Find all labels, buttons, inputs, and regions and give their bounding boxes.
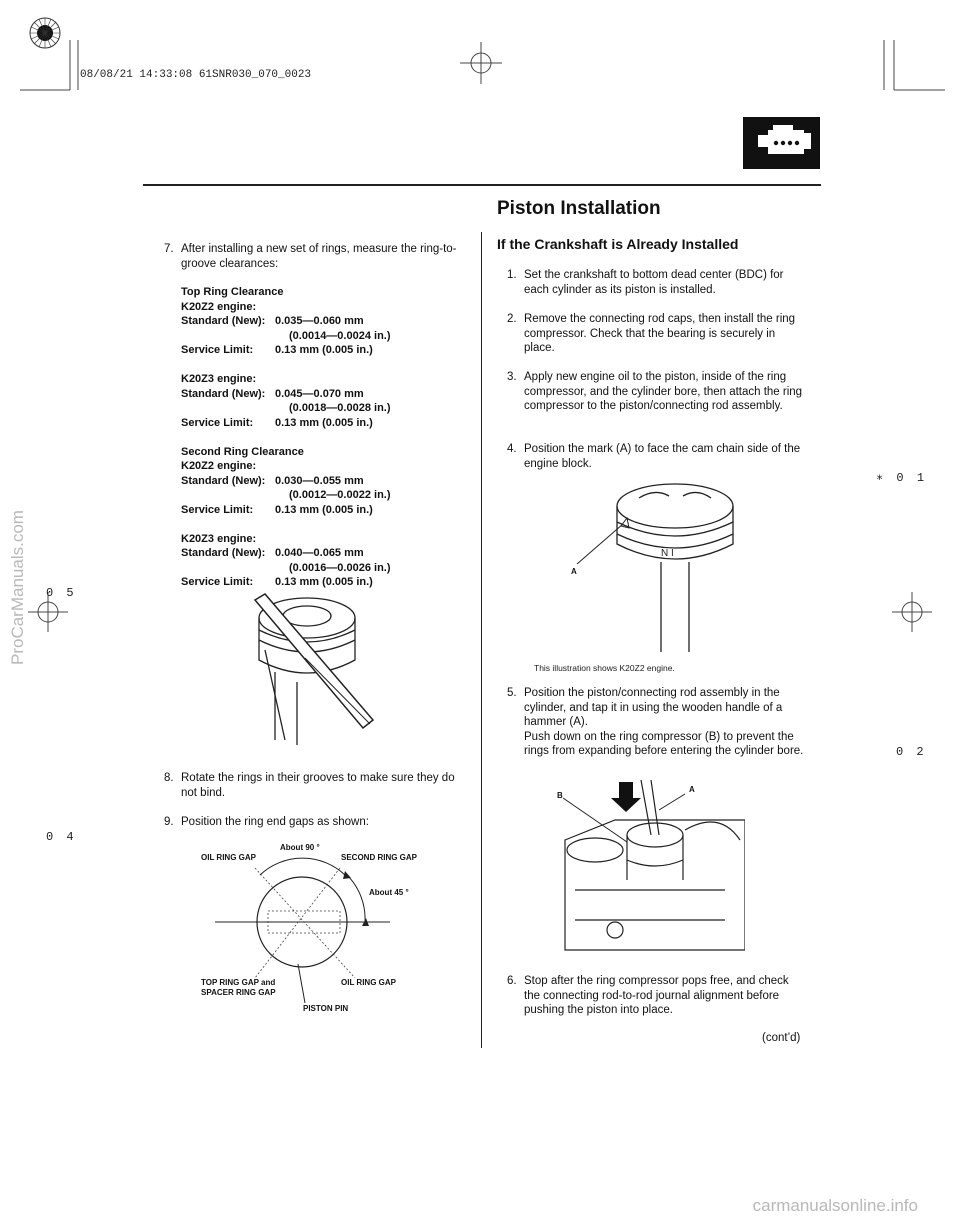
piston-illustration bbox=[565, 476, 755, 656]
label-oil-ring-gap-bottom: OIL RING GAP bbox=[341, 978, 396, 987]
step-text: Remove the connecting rod caps, then install the ring compressor. Check that the bearing is securely in place. bbox=[524, 313, 796, 354]
spec-heading: Top Ring Clearance bbox=[181, 286, 284, 298]
label-top-ring-gap: TOP RING GAP and bbox=[201, 978, 276, 987]
step-text: After installing a new set of rings, measure the ring-to-groove clearances: bbox=[181, 243, 457, 270]
spec-value: (0.0016—0.0026 in.) bbox=[289, 561, 391, 574]
spec-engine: K20Z2 engine: bbox=[181, 300, 257, 313]
step-text: Position the mark (A) to face the cam chain side of the engine block. bbox=[524, 443, 801, 470]
spec-heading: Second Ring Clearance bbox=[181, 445, 304, 458]
spec-value: (0.0014—0.0024 in.) bbox=[289, 329, 391, 342]
column-divider bbox=[481, 232, 482, 1048]
step-number: 2. bbox=[507, 313, 517, 325]
svg-text:N I: N I bbox=[661, 548, 674, 559]
step-7 bbox=[164, 242, 464, 271]
feeler-gauge-illustration bbox=[245, 590, 380, 750]
step-9 bbox=[164, 815, 464, 830]
margin-mark-05: 0 5 bbox=[46, 586, 77, 600]
spec-label: Service Limit: bbox=[181, 416, 254, 429]
step-5 bbox=[507, 686, 807, 759]
label-second-ring-gap: SECOND RING GAP bbox=[341, 853, 418, 862]
section-subtitle: If the Crankshaft is Already Installed bbox=[497, 236, 739, 252]
header-rule bbox=[143, 184, 821, 186]
label-about-90: About 90 ° bbox=[280, 843, 320, 852]
print-stamp: 08/08/21 14:33:08 61SNR030_070_0023 bbox=[80, 69, 312, 81]
spec-label: Standard (New): bbox=[181, 474, 266, 487]
spec-value: 0.13 mm (0.005 in.) bbox=[275, 416, 373, 429]
step-number: 6. bbox=[507, 975, 517, 987]
step-6 bbox=[507, 974, 807, 1018]
spec-value: 0.13 mm (0.005 in.) bbox=[275, 344, 373, 356]
step-3 bbox=[507, 370, 807, 414]
engine-icon bbox=[743, 117, 820, 169]
margin-mark-04: 0 4 bbox=[46, 830, 77, 844]
spec-label: Service Limit: bbox=[181, 503, 254, 516]
spec-value: 0.045—0.070 mm bbox=[275, 387, 364, 400]
page-title: Piston Installation bbox=[497, 198, 661, 219]
step-text: Set the crankshaft to bottom dead center (BDC) for each cylinder as its piston is installed. bbox=[524, 269, 784, 296]
ring-clearance-specs bbox=[181, 285, 481, 590]
spec-value: 0.13 mm (0.005 in.) bbox=[275, 503, 373, 516]
spec-engine: K20Z3 engine: bbox=[181, 373, 257, 385]
step-number: 3. bbox=[507, 371, 517, 383]
step-1 bbox=[507, 268, 807, 297]
step-text-continued: Push down on the ring compressor (B) to prevent the rings from expanding before entering the cylinder bore. bbox=[524, 730, 804, 757]
label-spacer-ring-gap: SPACER RING GAP bbox=[201, 988, 276, 997]
spec-value: (0.0018—0.0028 in.) bbox=[289, 402, 391, 414]
spec-value: 0.030—0.055 mm bbox=[275, 474, 364, 487]
compressor-label-b: B bbox=[557, 791, 563, 800]
piston-mark-label-a: A bbox=[571, 567, 577, 576]
spec-value: 0.13 mm (0.005 in.) bbox=[275, 576, 373, 588]
ring-compressor-illustration bbox=[555, 780, 745, 960]
step-number: 7. bbox=[164, 243, 174, 255]
step-2 bbox=[507, 312, 807, 356]
label-oil-ring-gap-top: OIL RING GAP bbox=[201, 853, 256, 862]
label-piston-pin: PISTON PIN bbox=[303, 1004, 349, 1013]
spec-engine: K20Z2 engine: bbox=[181, 460, 257, 472]
step-number: 5. bbox=[507, 687, 517, 699]
step-8 bbox=[164, 771, 464, 800]
hammer-label-a: A bbox=[689, 785, 695, 794]
step-4 bbox=[507, 442, 807, 471]
step-text: Apply new engine oil to the piston, inside of the ring compressor, and the cylinder bore, then attach the ring compressor to the piston/connecting rod assembly. bbox=[524, 371, 803, 412]
margin-mark-02: 0 2 bbox=[896, 745, 927, 759]
margin-mark-01: ∗ 0 1 bbox=[876, 471, 928, 485]
label-about-45: About 45 ° bbox=[369, 888, 409, 897]
step-number: 8. bbox=[164, 772, 174, 784]
spec-label: Service Limit: bbox=[181, 344, 254, 356]
ring-gap-diagram bbox=[185, 838, 435, 1018]
spec-value: 0.040—0.065 mm bbox=[275, 547, 364, 559]
bottom-watermark: carmanualsonline.info bbox=[752, 1196, 918, 1215]
spec-label: Service Limit: bbox=[181, 576, 254, 588]
piston-caption: This illustration shows K20Z2 engine. bbox=[534, 663, 675, 673]
continued-note: (cont’d) bbox=[762, 1032, 801, 1044]
step-number: 9. bbox=[164, 816, 174, 828]
spec-label: Standard (New): bbox=[181, 387, 266, 400]
spec-label: Standard (New): bbox=[181, 315, 266, 327]
side-watermark: ProCarManuals.com bbox=[8, 510, 27, 665]
step-number: 1. bbox=[507, 269, 517, 281]
spec-value: (0.0012—0.0022 in.) bbox=[289, 489, 391, 501]
step-text: Rotate the rings in their grooves to make sure they do not bind. bbox=[181, 772, 455, 799]
spec-label: Standard (New): bbox=[181, 547, 266, 559]
spec-value: 0.035—0.060 mm bbox=[275, 315, 364, 327]
step-number: 4. bbox=[507, 443, 517, 455]
step-text: Position the ring end gaps as shown: bbox=[181, 816, 369, 828]
spec-engine: K20Z3 engine: bbox=[181, 532, 257, 545]
step-text: Stop after the ring compressor pops free, and check the connecting rod-to-rod journal alignment before pushing the piston into place. bbox=[524, 975, 789, 1016]
step-text: Position the piston/connecting rod assembly in the cylinder, and tap it in using the wooden handle of a hammer (A). bbox=[524, 687, 783, 728]
